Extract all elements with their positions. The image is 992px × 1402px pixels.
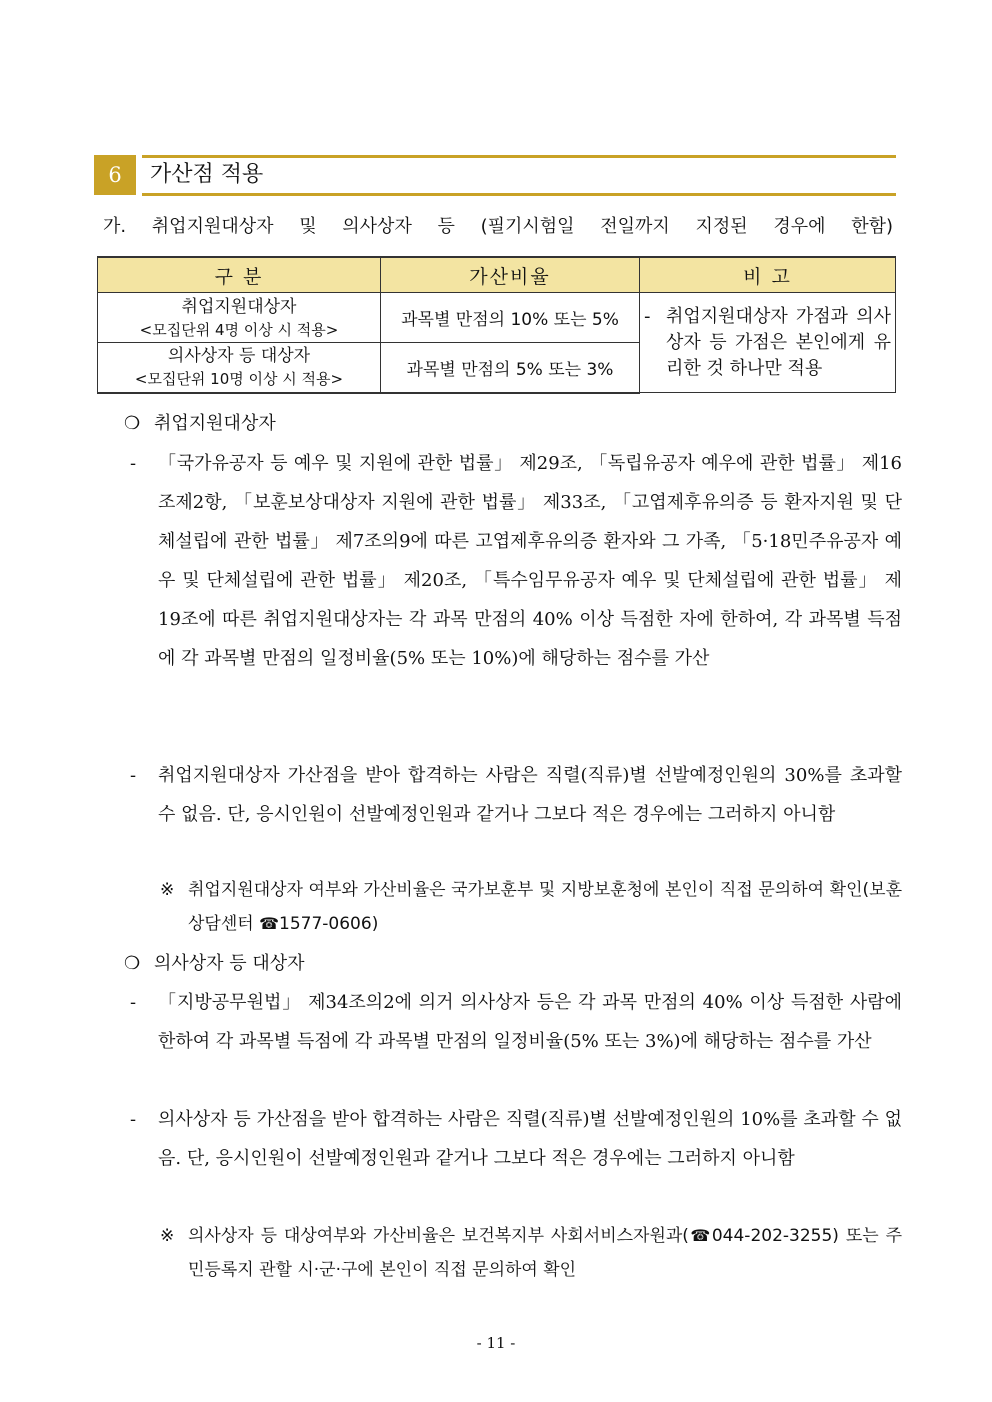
group2-note <box>160 1219 902 1287</box>
note-text: 취업지원대상자 여부와 가산비율은 국가보훈부 및 지방보훈청에 본인이 직접 문의하여 확인(보훈상담센터 <box>188 880 902 934</box>
page-number: - 11 - <box>476 1334 516 1352</box>
note-text-continued: ) 또는 주민등록지 관할 시·군·구에 본인이 직접 문의하여 확인 <box>188 1226 902 1280</box>
section-rule-top <box>142 155 896 158</box>
section-title: 가산점 적용 <box>150 162 264 187</box>
note-dash: - <box>644 305 651 327</box>
category-condition: <모집단위 10명 이상 시 적용> <box>134 370 344 389</box>
category-condition: <모집단위 4명 이상 시 적용> <box>139 320 339 339</box>
group2-heading <box>124 950 305 978</box>
group2-item-2 <box>130 1100 902 1178</box>
phone-icon: ☎ <box>688 1226 712 1245</box>
dash-bullet: - <box>130 765 137 786</box>
table-header-row <box>98 257 896 293</box>
section-rule-bottom <box>142 193 896 196</box>
phone-icon: ☎ <box>259 914 280 933</box>
rate-cell: 과목별 만점의 5% 또는 3% <box>381 343 640 393</box>
header-rate: 가산비율 <box>381 257 640 293</box>
paragraph-text: 의사상자 등 가산점을 받아 합격하는 사람은 직렬(직류)별 선발예정인원의 10%를 초과할 수 없음. 단, 응시인원이 선발예정인원과 같거나 그보다 적은 경우에는 그러하지 아니함 <box>158 1109 902 1169</box>
dash-bullet: - <box>130 1109 137 1130</box>
group2-title: 의사상자 등 대상자 <box>154 953 305 974</box>
paragraph-text: 「지방공무원법」 제34조의2에 의거 의사상자 등은 각 과목 만점의 40% 이상 득점한 사람에 한하여 각 과목별 득점에 각 과목별 만점의 일정비율(5% 또는 3%)에 해당하는 점수를 가산 <box>158 992 902 1052</box>
category-name: 취업지원대상자 <box>181 296 297 317</box>
dash-bullet: - <box>130 992 137 1013</box>
note-text: 취업지원대상자 가점과 의사상자 등 가점은 본인에게 유리한 것 하나만 적용 <box>666 305 891 379</box>
category-name: 의사상자 등 대상자 <box>167 346 311 367</box>
phone-number: 044-202-3255 <box>711 1226 833 1246</box>
section-header <box>94 153 896 199</box>
section-number: 6 <box>94 155 136 195</box>
category-cell <box>98 343 381 393</box>
table-row <box>98 293 896 343</box>
circle-bullet-icon: ❍ <box>124 413 141 434</box>
group1-heading <box>124 410 276 438</box>
header-note: 비 고 <box>640 257 896 293</box>
group1-title: 취업지원대상자 <box>154 413 276 434</box>
group2-item-1 <box>130 983 902 1061</box>
reference-mark: ※ <box>160 880 175 900</box>
bonus-points-table <box>97 256 896 394</box>
circle-bullet-icon: ❍ <box>124 953 141 974</box>
subheading: 가. 취업지원대상자 및 의사상자 등 (필기시험일 전일까지 지정된 경우에 한함) <box>103 216 893 237</box>
category-cell <box>98 293 381 343</box>
paragraph-text: 취업지원대상자 가산점을 받아 합격하는 사람은 직렬(직류)별 선발예정인원의 30%를 초과할 수 없음. 단, 응시인원이 선발예정인원과 같거나 그보다 적은 경우에는 그러하지 아니함 <box>158 765 902 825</box>
paragraph-text: 「국가유공자 등 예우 및 지원에 관한 법률」 제29조, 「독립유공자 예우에 관한 법률」 제16조제2항, 「보훈보상대상자 지원에 관한 법률」 제33조, 「고엽제후유의증 등 환자지원 및 단체설립에 관한 법률」 제7조의9에 따른 고엽제후유의증 환자와 그 가족, 「5·18민주유공자 예우 및 단체설립에 관한 법률」 제20조, 「특수임무유공자 예우 및 단체설립에 관한 법률」 제19조에 따른 취업지원대상자는 각 과목 만점의 40% 이상 득점한 자에 한하여, 각 과목별 득점에 각 과목별 만점의 일정비율(5% 또는 10%)에 해당하는 점수를 가산 <box>158 453 902 669</box>
note-close: ) <box>371 914 379 934</box>
header-category: 구 분 <box>98 257 381 293</box>
note-text: 의사상자 등 대상여부와 가산비율은 보건복지부 사회서비스자원과( <box>188 1226 689 1246</box>
dash-bullet: - <box>130 453 137 474</box>
reference-mark: ※ <box>160 1226 175 1246</box>
rate-cell: 과목별 만점의 10% 또는 5% <box>381 293 640 343</box>
group1-item-1 <box>130 444 902 678</box>
group1-note <box>160 873 902 941</box>
note-cell <box>640 293 896 393</box>
group1-item-2 <box>130 756 902 834</box>
phone-number: 1577-0606 <box>279 914 372 934</box>
